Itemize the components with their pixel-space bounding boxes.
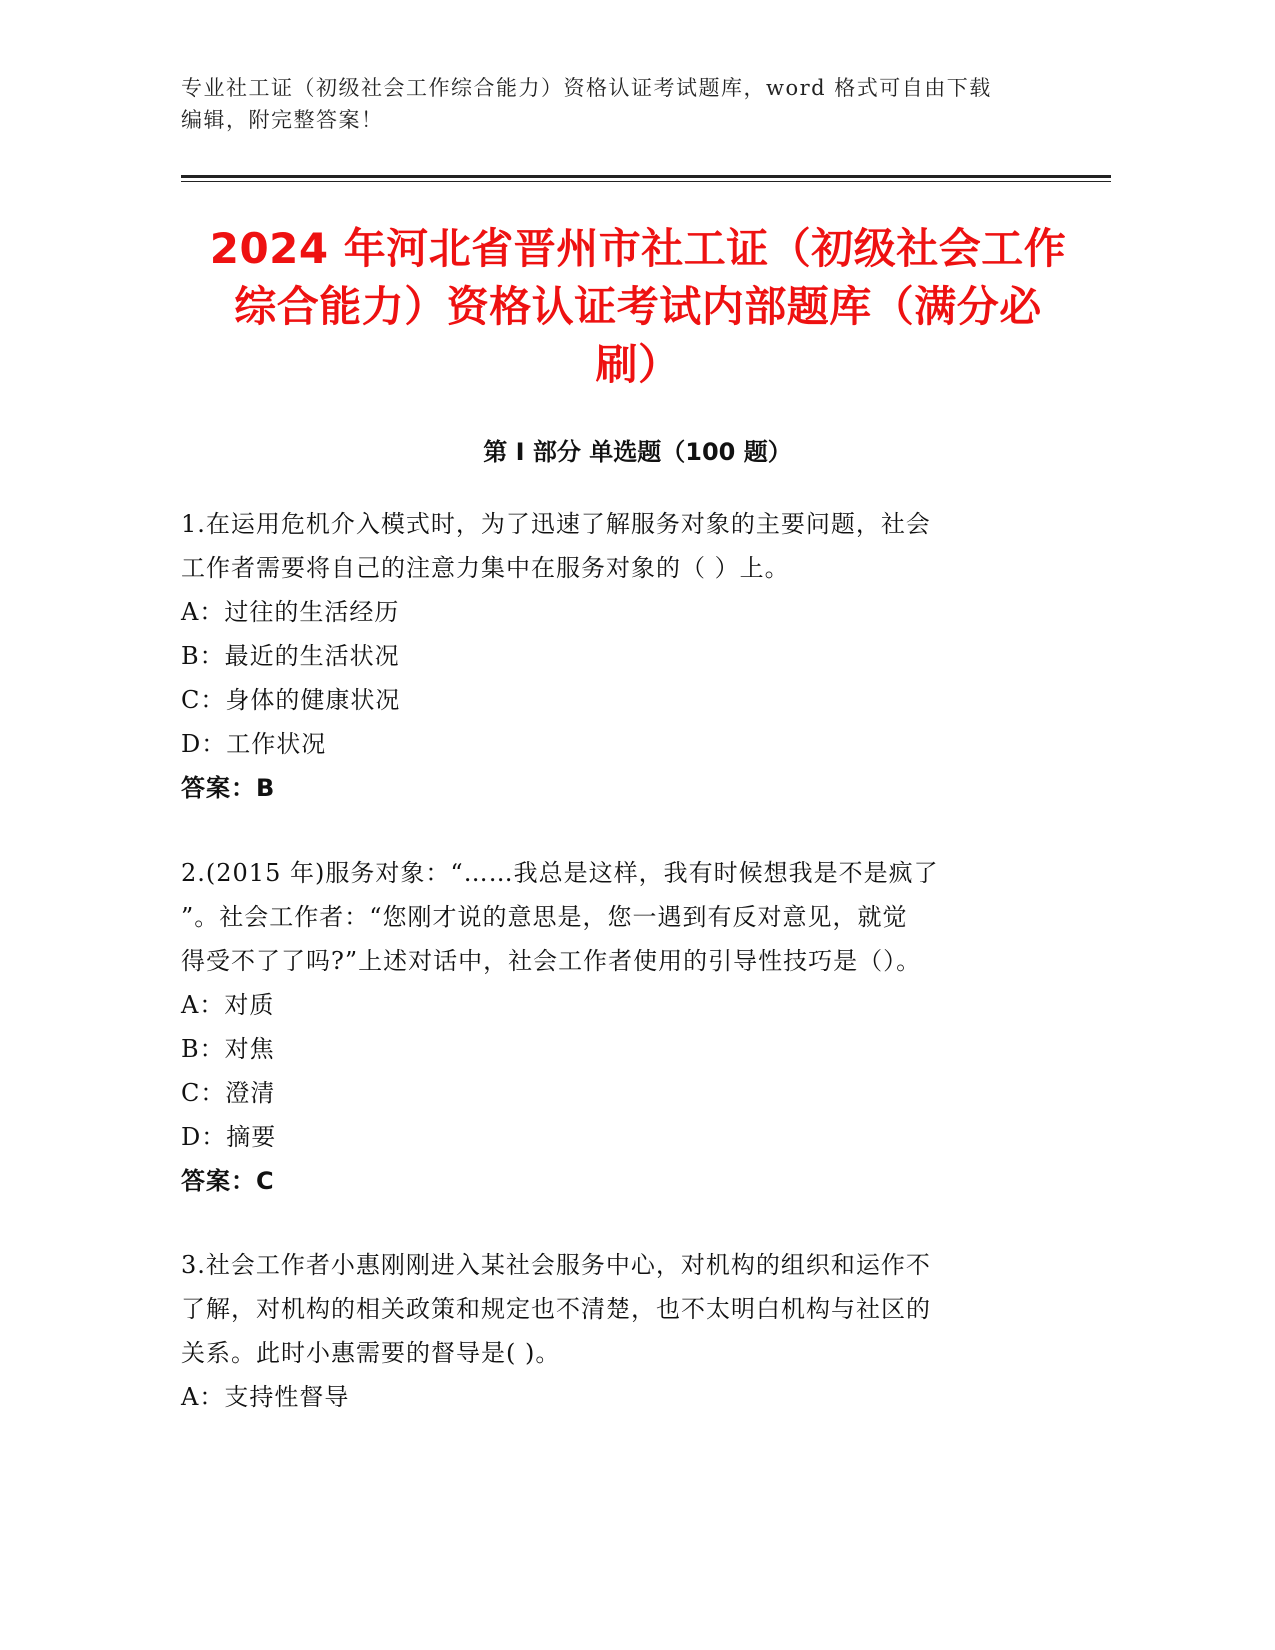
option-c: C：身体的健康状况: [181, 686, 401, 714]
title-line-3: 刷）: [595, 340, 681, 389]
question-stem-line: 2.(2015 年)服务对象：“……我总是这样，我有时候想我是不是疯了: [181, 859, 939, 887]
header-divider-thick: [181, 175, 1111, 178]
question-stem-line: 关系。此时小惠需要的督导是( )。: [181, 1339, 561, 1367]
question-stem-line: 1.在运用危机介入模式时，为了迅速了解服务对象的主要问题，社会: [181, 510, 931, 538]
question-stem-line: 了解，对机构的相关政策和规定也不清楚，也不太明白机构与社区的: [181, 1295, 931, 1323]
header-line-2: 编辑，附完整答案！: [181, 108, 384, 132]
option-b: B：对焦: [181, 1035, 275, 1063]
section-heading: 第 I 部分 单选题（100 题）: [483, 438, 792, 466]
question-3: [181, 1243, 1091, 1419]
document-title: [178, 220, 1098, 394]
question-stem-line: 3.社会工作者小惠刚刚进入某社会服务中心，对机构的组织和运作不: [181, 1251, 931, 1279]
question-stem-line: 得受不了了吗?”上述对话中，社会工作者使用的引导性技巧是（）。: [181, 947, 922, 975]
option-a: A：过往的生活经历: [181, 598, 400, 626]
option-b: B：最近的生活状况: [181, 642, 400, 670]
option-a: A：支持性督导: [181, 1383, 350, 1411]
question-2: [181, 851, 1091, 1203]
document-header: [181, 72, 1081, 136]
question-stem-line: ”。社会工作者：“您刚才说的意思是，您一遇到有反对意见，就觉: [181, 903, 908, 931]
answer: 答案：C: [181, 1167, 275, 1195]
question-1: [181, 502, 1091, 810]
option-d: D：摘要: [181, 1123, 277, 1151]
header-divider-thin: [181, 181, 1111, 182]
header-line-1: 专业社工证（初级社会工作综合能力）资格认证考试题库，word 格式可自由下载: [181, 76, 992, 100]
question-stem-line: 工作者需要将自己的注意力集中在服务对象的（ ）上。: [181, 554, 790, 582]
option-a: A：对质: [181, 991, 275, 1019]
option-c: C：澄清: [181, 1079, 276, 1107]
answer: 答案：B: [181, 774, 276, 802]
option-d: D：工作状况: [181, 730, 327, 758]
title-line-1: 2024 年河北省晋州市社工证（初级社会工作: [209, 224, 1067, 273]
title-line-2: 综合能力）资格认证考试内部题库（满分必: [234, 282, 1042, 331]
